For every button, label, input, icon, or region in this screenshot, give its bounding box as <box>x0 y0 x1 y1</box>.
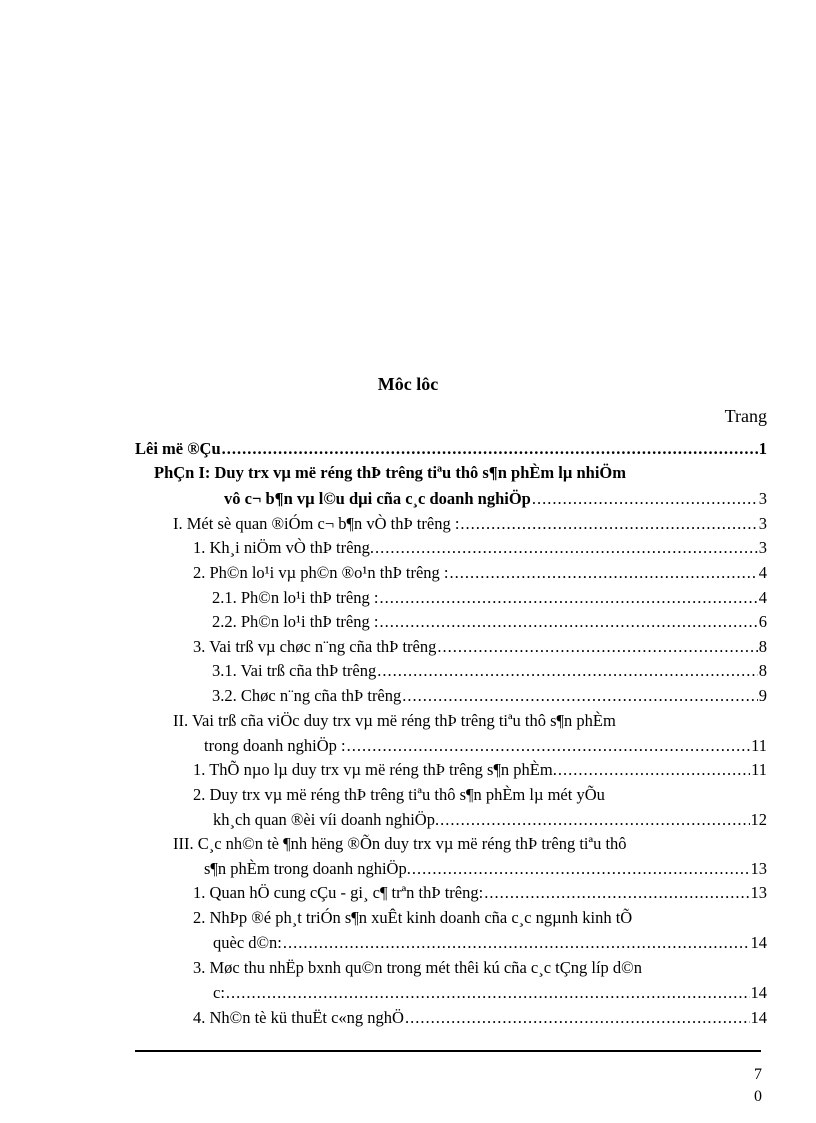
dot-leader <box>449 561 757 585</box>
dot-leader <box>377 659 758 683</box>
toc-entry-page: 12 <box>750 810 767 829</box>
toc-entry-page: 11 <box>751 760 767 779</box>
toc-entry <box>0 832 816 856</box>
toc-entry <box>0 684 816 708</box>
toc-entry <box>0 461 816 485</box>
toc-entry <box>0 956 816 980</box>
dot-leader <box>484 881 749 905</box>
toc-entry-text: kh¸ch quan ®èi víi doanh nghiÖp. <box>213 810 440 829</box>
toc-entry-page: 14 <box>750 1008 767 1027</box>
toc-entry-text: 2.1. Ph©n lo¹i thÞ trêng : <box>212 588 379 607</box>
toc-entry-text: 3. Møc thu nhËp bxnh qu©n trong mét thêi kú cña c¸c tÇng líp d©n <box>193 958 642 977</box>
toc-entry-page: 8 <box>758 661 767 680</box>
toc-entry-text: s¶n phÈm trong doanh nghiÖp. <box>204 859 411 878</box>
toc-entry-text: 2. Ph©n lo¹i vµ ph©n ®o¹n thÞ trêng : <box>193 563 449 582</box>
toc-entry-page: 11 <box>751 736 767 755</box>
toc-entry-text: 3. Vai trß vµ chøc n¨ng cña thÞ trêng <box>193 637 437 656</box>
page-column-label: Trang <box>724 406 767 426</box>
toc-entry-page: 14 <box>750 933 767 952</box>
toc-entry-text: II. Vai trß cña viÖc duy trx vµ më réng thÞ trêng tiªu thô s¶n phÈm <box>173 711 616 730</box>
toc-entry-page: 3 <box>758 489 767 508</box>
toc-entry-text: 3.2. Chøc n¨ng cña thÞ trêng <box>212 686 402 705</box>
toc-entry-page: 6 <box>758 612 767 631</box>
toc-entry-text: trong doanh nghiÖp : <box>204 736 346 755</box>
dot-leader <box>379 586 757 610</box>
dot-leader <box>222 437 758 461</box>
dot-leader <box>375 536 758 560</box>
toc-entry-page: 8 <box>758 637 767 656</box>
toc-entry <box>0 561 816 585</box>
footer-rule <box>135 1050 761 1052</box>
dot-leader <box>402 684 757 708</box>
dot-leader <box>347 734 750 758</box>
toc-entry-text: 1. Kh¸i niÖm vÒ thÞ trêng. <box>193 538 375 557</box>
dot-leader <box>226 981 750 1005</box>
toc-entry-text: 1. ThÕ nµo lµ duy trx vµ më réng thÞ trêng s¶n phÈm. <box>193 760 557 779</box>
toc-entry-text: quèc d©n: <box>213 933 282 952</box>
toc-title: Môc lôc <box>377 374 439 394</box>
toc-entry <box>0 659 816 683</box>
toc-entry-page: 4 <box>758 563 767 582</box>
dot-leader <box>283 931 750 955</box>
toc-entry <box>0 487 816 511</box>
dot-leader <box>379 610 757 634</box>
toc-entry <box>0 808 816 832</box>
dot-leader <box>405 1006 750 1030</box>
toc-entry-text: 3.1. Vai trß cña thÞ trêng <box>212 661 377 680</box>
page-number-digit: 7 <box>754 1066 762 1083</box>
toc-entry <box>0 635 816 659</box>
toc-entry-text: III. C¸c nh©n tè ¶nh hëng ®Õn duy trx vµ më réng thÞ trêng tiªu thô <box>173 834 627 853</box>
page-number-digit: 0 <box>754 1088 762 1105</box>
toc-entry-text: PhÇn I: Duy trx vµ më réng thÞ trêng tiªu thô s¶n phÈm lµ nhiÖm <box>154 463 626 482</box>
toc-entry-page: 14 <box>750 983 767 1002</box>
toc-entry <box>0 536 816 560</box>
toc-entry <box>0 981 816 1005</box>
toc-entry <box>0 1006 816 1030</box>
toc-entry-text: 4. Nh©n tè kü thuËt c«ng nghÖ <box>193 1008 404 1027</box>
toc-entry <box>0 783 816 807</box>
toc-entry-page: 9 <box>758 686 767 705</box>
toc-entry-text: c: <box>213 983 225 1002</box>
toc-entry <box>0 610 816 634</box>
toc-entry <box>0 758 816 782</box>
toc-entry <box>0 734 816 758</box>
dot-leader <box>440 808 749 832</box>
dot-leader <box>558 758 750 782</box>
toc-entry-text: Lêi më ®Çu <box>135 439 221 458</box>
toc-entry-text: vô c¬ b¶n vµ l©u dµi cña c¸c doanh nghiÖp <box>224 489 531 508</box>
toc-entry-page: 1 <box>758 439 767 458</box>
toc-entry-page: 13 <box>750 883 767 902</box>
dot-leader <box>437 635 757 659</box>
toc-entry-page: 4 <box>758 588 767 607</box>
toc-entry-text: 2. NhÞp ®é ph¸t triÓn s¶n xuÊt kinh doanh cña c¸c ngµnh kinh tÕ <box>193 908 633 927</box>
toc-entry <box>0 931 816 955</box>
toc-entry-page: 3 <box>758 538 767 557</box>
toc-entry <box>0 586 816 610</box>
dot-leader <box>412 857 750 881</box>
toc-entry <box>0 906 816 930</box>
toc-entry-text: 1. Quan hÖ cung cÇu - gi¸ c¶ trªn thÞ trêng: <box>193 883 484 902</box>
toc-entry-page: 13 <box>750 859 767 878</box>
dot-leader <box>532 487 758 511</box>
toc-entry-page: 3 <box>758 514 767 533</box>
toc-entry <box>0 709 816 733</box>
toc-entry <box>0 857 816 881</box>
toc-entry <box>0 881 816 905</box>
toc-entry-text: 2. Duy trx vµ më réng thÞ trêng tiªu thô s¶n phÈm lµ mét yÕu <box>193 785 605 804</box>
toc-entry <box>0 437 816 461</box>
toc-entry-text: I. Mét sè quan ®iÓm c¬ b¶n vÒ thÞ trêng : <box>173 514 460 533</box>
toc-entry <box>0 512 816 536</box>
dot-leader <box>460 512 757 536</box>
toc-entry-text: 2.2. Ph©n lo¹i thÞ trêng : <box>212 612 379 631</box>
